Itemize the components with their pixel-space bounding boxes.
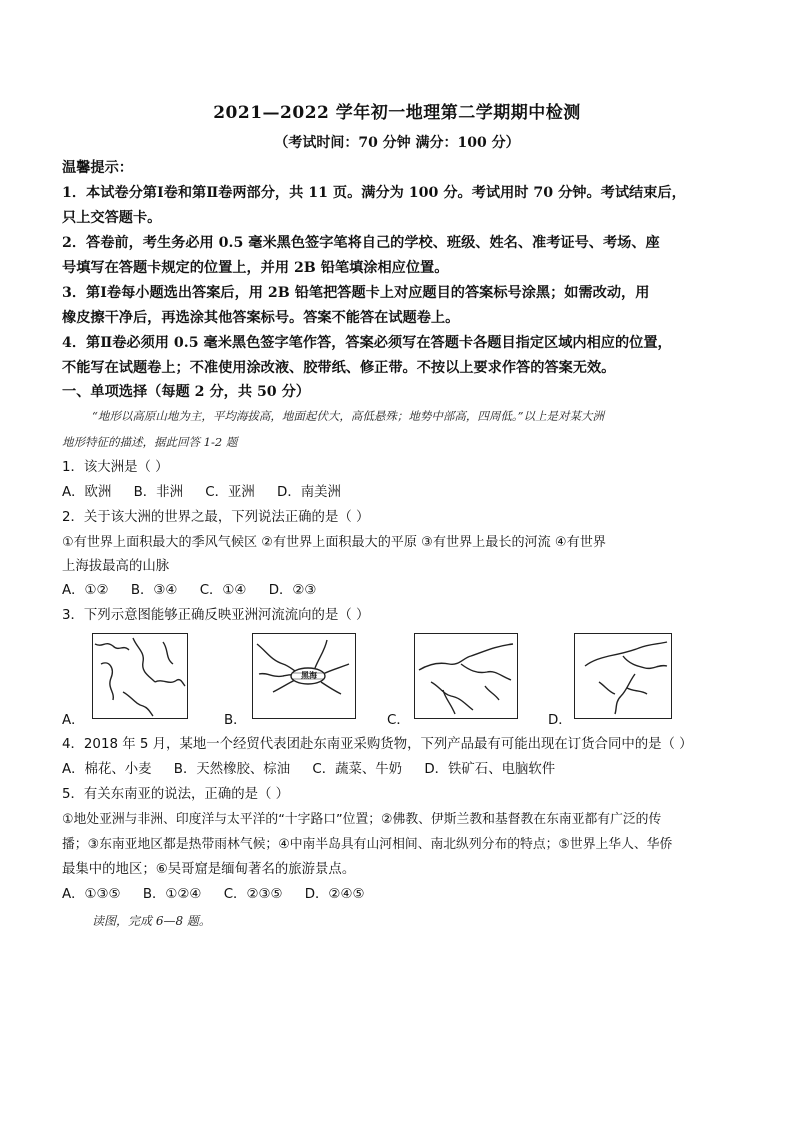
- q5-option-b[interactable]: B．①②④: [142, 887, 202, 902]
- q3-map-d[interactable]: [574, 633, 672, 719]
- tip-2-line-2: 号填写在答题卡规定的位置上，并用 2B 铅笔填涂相应位置。: [62, 260, 449, 276]
- q5-option-a[interactable]: A．①③⑤: [62, 887, 121, 902]
- q1-stem: 1．该大洲是（ ）: [62, 460, 169, 475]
- section-heading: 一、单项选择（每题 2 分，共 50 分）: [62, 384, 310, 400]
- q5-stem: 5．有关东南亚的说法，正确的是（ ）: [62, 787, 290, 802]
- q3-map-a[interactable]: [92, 633, 188, 719]
- q3-map-c[interactable]: [414, 633, 518, 719]
- q1-option-c[interactable]: C．亚洲: [205, 485, 255, 500]
- tip-4-line-1: 4．第Ⅱ卷必须用 0.5 毫米黑色签字笔作答，答案必须写在答题卡各题目指定区域内相应的位置，: [62, 335, 672, 351]
- material-line-1: “地形以高原山地为主，平均海拔高，地面起伏大，高低悬殊；地势中部高，四周低。”以上是对某大洲: [92, 409, 605, 423]
- tip-1-line-2: 只上交答题卡。: [62, 210, 162, 226]
- q2-option-d[interactable]: D．②③: [268, 583, 317, 598]
- q2-option-b[interactable]: B．③④: [130, 583, 178, 598]
- q3-lake-label: 黑海: [301, 671, 317, 680]
- q2-option-c[interactable]: C．①④: [199, 583, 247, 598]
- tips-heading: 温馨提示：: [62, 160, 133, 176]
- q4-option-c[interactable]: C．蔬菜、牛奶: [312, 762, 403, 777]
- tip-1-line-1: 1．本试卷分第Ⅰ卷和第Ⅱ卷两部分，共 11 页。满分为 100 分。考试用时 70 分钟。考试结束后，: [62, 185, 686, 201]
- exam-title: 2021—2022 学年初一地理第二学期期中检测: [213, 103, 581, 123]
- q4-options: [62, 758, 742, 782]
- q1-option-b[interactable]: B．非洲: [133, 485, 183, 500]
- material-line-2: 地形特征的描述，据此回答 1-2 题: [62, 435, 238, 449]
- q2-stem: 2．关于该大洲的世界之最，下列说法正确的是（ ）: [62, 510, 370, 525]
- q5-option-d[interactable]: D．②④⑤: [304, 887, 365, 902]
- tip-3-line-1: 3．第Ⅰ卷每小题选出答案后，用 2B 铅笔把答题卡上对应题目的答案标号涂黑；如需改动，用: [62, 285, 650, 301]
- q3-letter-a[interactable]: A．: [62, 713, 85, 728]
- q4-option-d[interactable]: D．铁矿石、电脑软件: [424, 762, 556, 777]
- q2-statements-line-2: 上海拔最高的山脉: [62, 559, 170, 574]
- river-map-c-icon: [415, 634, 517, 718]
- q3-map-options: [62, 633, 742, 731]
- q1-options: [62, 481, 742, 505]
- q5-statements-line-2: 播；③东南亚地区都是热带雨林气候；④中南半岛具有山河相间、南北纵列分布的特点；⑤世界上华人、华侨: [62, 837, 673, 852]
- q2-statements-line-1: ①有世界上面积最大的季风气候区 ②有世界上面积最大的平原 ③有世界上最长的河流 ④有世界: [62, 535, 606, 550]
- next-instruction: 读图，完成 6—8 题。: [92, 914, 211, 928]
- q1-option-d[interactable]: D．南美洲: [277, 485, 341, 500]
- river-map-a-icon: [93, 634, 187, 718]
- q4-option-a[interactable]: A．棉花、小麦: [62, 762, 152, 777]
- tip-4-line-2: 不能写在试题卷上；不准使用涂改液、胶带纸、修正带。不按以上要求作答的答案无效。: [62, 360, 616, 376]
- tip-2-line-1: 2．答卷前，考生务必用 0.5 毫米黑色签字笔将自己的学校、班级、姓名、准考证号、考场、座: [62, 235, 660, 251]
- q4-stem: 4．2018 年 5 月，某地一个经贸代表团赴东南亚采购货物，下列产品最有可能出现在订货合同中的是（ ）: [62, 737, 693, 752]
- q3-stem: 3．下列示意图能够正确反映亚洲河流流向的是（ ）: [62, 608, 370, 623]
- q2-options: [62, 579, 742, 603]
- q3-letter-b[interactable]: B．: [224, 713, 247, 728]
- q5-options: [62, 883, 742, 907]
- tip-3-line-2: 橡皮擦干净后，再选涂其他答案标号。答案不能答在试题卷上。: [62, 310, 460, 326]
- river-map-d-icon: [575, 634, 671, 718]
- exam-subtitle: （考试时间：70 分钟 满分：100 分）: [274, 135, 520, 151]
- q5-statements-line-1: ①地处亚洲与非洲、印度洋与太平洋的“十字路口”位置；②佛教、伊斯兰教和基督教在东南亚都有广泛的传: [62, 812, 662, 827]
- q5-option-c[interactable]: C．②③⑤: [223, 887, 283, 902]
- q2-option-a[interactable]: A．①②: [62, 583, 109, 598]
- q3-letter-c[interactable]: C．: [387, 713, 410, 728]
- q5-statements-line-3: 最集中的地区；⑥吴哥窟是缅甸著名的旅游景点。: [62, 862, 356, 877]
- q1-option-a[interactable]: A．欧洲: [62, 485, 112, 500]
- q4-option-b[interactable]: B．天然橡胶、棕油: [173, 762, 291, 777]
- q3-letter-d[interactable]: D．: [548, 713, 572, 728]
- q3-map-b[interactable]: [252, 633, 356, 719]
